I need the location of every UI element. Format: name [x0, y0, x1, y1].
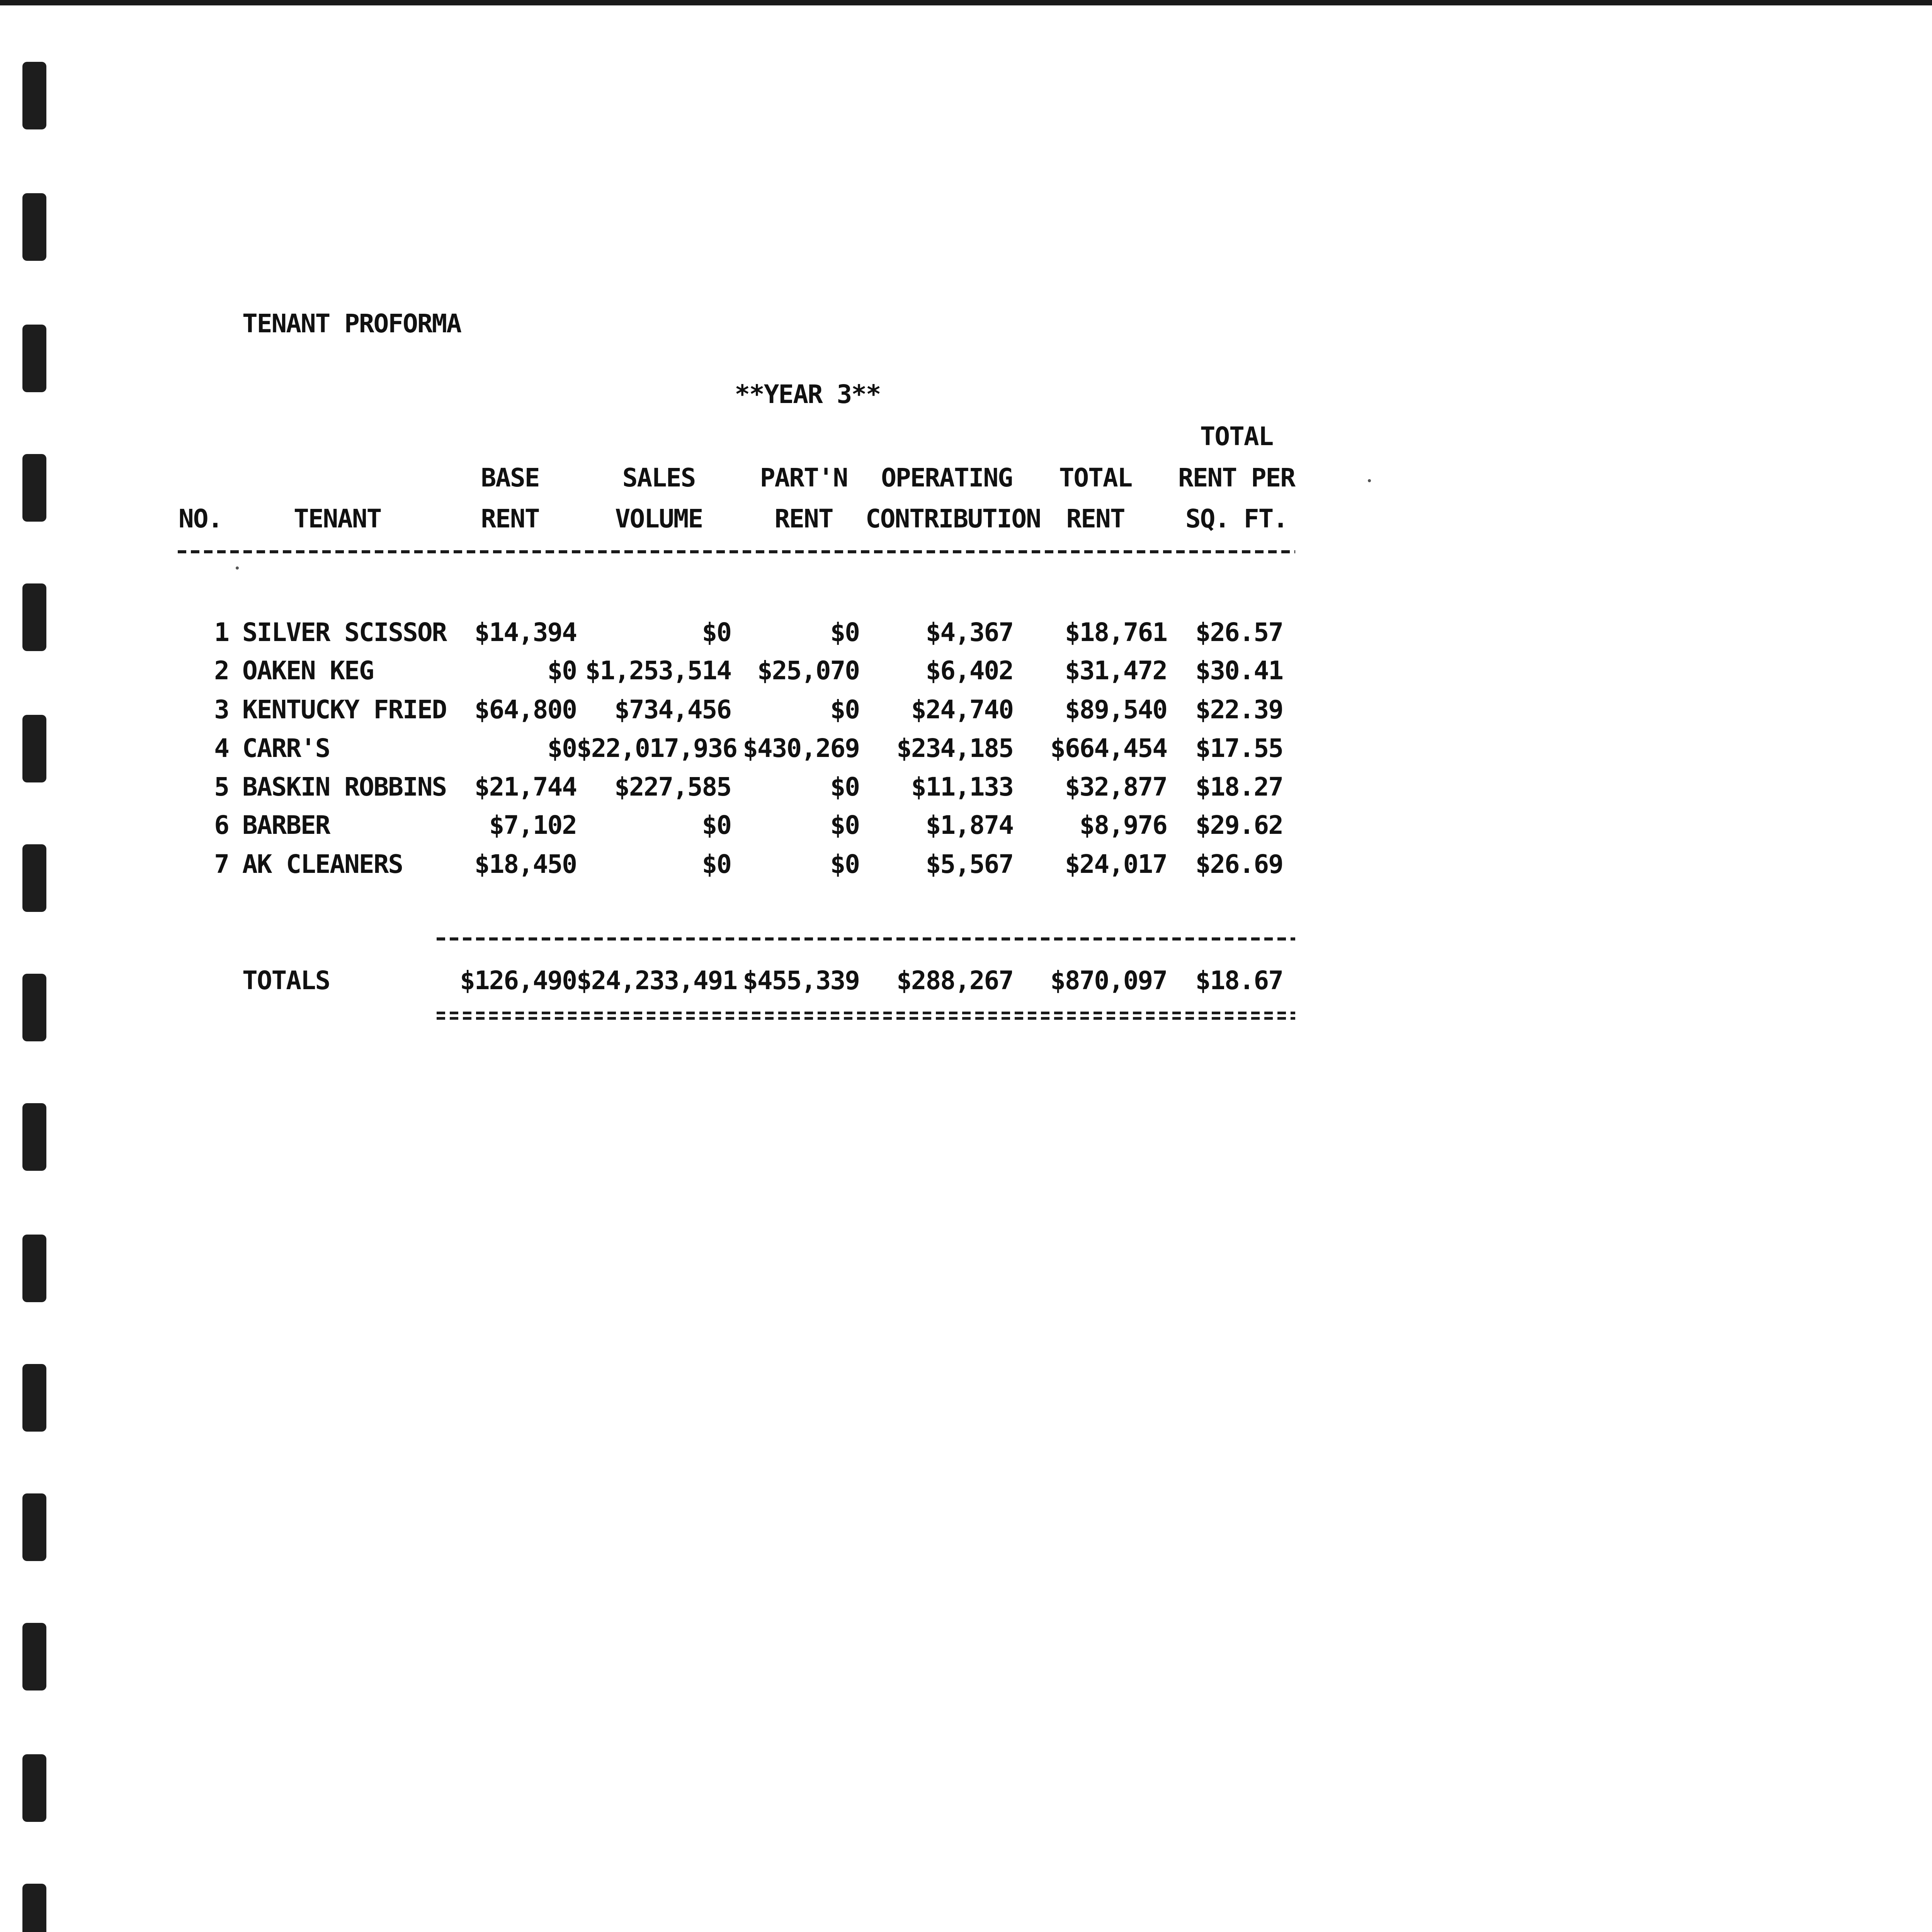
- row-operating-contribution: $24,740: [911, 695, 1013, 724]
- totals-sales-volume: $24,233,491: [577, 966, 737, 995]
- row-no: 5: [214, 772, 229, 802]
- header-base-rent-line1: BASE: [481, 463, 539, 493]
- punch-hole: [22, 1623, 46, 1690]
- row-tenant: OAKEN KEG: [242, 656, 374, 685]
- totals-label: TOTALS: [242, 966, 330, 995]
- binder-punch-holes: [0, 0, 54, 1932]
- header-tenant: TENANT: [294, 504, 381, 534]
- punch-hole: [22, 1364, 46, 1432]
- row-no: 6: [214, 810, 229, 840]
- punch-hole: [22, 1884, 46, 1932]
- row-base-rent: $7,102: [489, 810, 577, 840]
- header-sales-volume-line1: SALES: [622, 463, 696, 493]
- punch-hole: [22, 325, 46, 392]
- row-rent-per-sqft: $29.62: [1195, 810, 1283, 840]
- row-tenant: SILVER SCISSOR: [242, 617, 447, 647]
- row-operating-contribution: $11,133: [911, 772, 1013, 802]
- scan-speck: [236, 566, 239, 570]
- row-no: 1: [214, 617, 229, 647]
- row-rent-per-sqft: $18.27: [1195, 772, 1283, 802]
- row-no: 2: [214, 656, 229, 685]
- row-tenant: BARBER: [242, 810, 330, 840]
- row-operating-contribution: $234,185: [896, 733, 1013, 763]
- row-partn-rent: $0: [830, 810, 859, 840]
- row-partn-rent: $0: [830, 849, 859, 879]
- row-total-rent: $31,472: [1065, 656, 1167, 685]
- row-no: 3: [214, 695, 229, 724]
- punch-hole: [22, 844, 46, 912]
- row-partn-rent: $430,269: [743, 733, 859, 763]
- punch-hole: [22, 1103, 46, 1171]
- row-sales-volume: $0: [702, 617, 731, 647]
- row-total-rent: $24,017: [1065, 849, 1167, 879]
- punch-hole: [22, 715, 46, 782]
- row-total-rent: $89,540: [1065, 695, 1167, 724]
- punch-hole: [22, 1493, 46, 1561]
- row-rent-per-sqft: $26.57: [1195, 617, 1283, 647]
- row-rent-per-sqft: $22.39: [1195, 695, 1283, 724]
- row-sales-volume: $227,585: [614, 772, 731, 802]
- row-rent-per-sqft: $26.69: [1195, 849, 1283, 879]
- row-base-rent: $64,800: [474, 695, 577, 724]
- year-label: **YEAR 3**: [735, 379, 881, 409]
- row-sales-volume: $1,253,514: [585, 656, 731, 685]
- header-operating-contribution-line1: OPERATING: [881, 463, 1012, 493]
- row-partn-rent: $25,070: [757, 656, 859, 685]
- row-total-rent: $18,761: [1065, 617, 1167, 647]
- row-total-rent: $8,976: [1079, 810, 1167, 840]
- row-partn-rent: $0: [830, 695, 859, 724]
- row-partn-rent: $0: [830, 617, 859, 647]
- document-title: TENANT PROFORMA: [242, 309, 461, 338]
- row-operating-contribution: $4,367: [925, 617, 1013, 647]
- header-operating-contribution-line2: CONTRIBUTION: [866, 504, 1041, 534]
- punch-hole: [22, 62, 46, 129]
- header-sales-volume-line2: VOLUME: [615, 504, 703, 534]
- row-no: 4: [214, 733, 229, 763]
- header-rent-per-sqft-line2: RENT PER: [1178, 463, 1295, 493]
- row-tenant: BASKIN ROBBINS: [242, 772, 447, 802]
- punch-hole: [22, 454, 46, 522]
- punch-hole: [22, 974, 46, 1041]
- header-rent-per-sqft-line3: SQ. FT.: [1185, 504, 1288, 534]
- row-rent-per-sqft: $17.55: [1195, 733, 1283, 763]
- row-tenant: CARR'S: [242, 733, 330, 763]
- header-partn-rent-line1: PART'N: [760, 463, 848, 493]
- row-tenant: KENTUCKY FRIED: [242, 695, 447, 724]
- row-base-rent: $21,744: [474, 772, 577, 802]
- row-operating-contribution: $5,567: [925, 849, 1013, 879]
- row-base-rent: $0: [547, 656, 577, 685]
- totals-double-rule: [437, 1012, 1295, 1020]
- header-no: NO.: [179, 504, 223, 534]
- page-top-edge: [0, 0, 1932, 5]
- row-partn-rent: $0: [830, 772, 859, 802]
- row-base-rent: $14,394: [474, 617, 577, 647]
- punch-hole: [22, 1754, 46, 1822]
- totals-operating-contribution: $288,267: [896, 966, 1013, 995]
- totals-partn-rent: $455,339: [743, 966, 859, 995]
- punch-hole: [22, 583, 46, 651]
- row-tenant: AK CLEANERS: [242, 849, 403, 879]
- row-sales-volume: $734,456: [614, 695, 731, 724]
- totals-total-rent: $870,097: [1050, 966, 1167, 995]
- header-partn-rent-line2: RENT: [774, 504, 833, 534]
- row-rent-per-sqft: $30.41: [1195, 656, 1283, 685]
- row-operating-contribution: $1,874: [925, 810, 1013, 840]
- row-base-rent: $0: [547, 733, 577, 763]
- punch-hole: [22, 1235, 46, 1302]
- row-sales-volume: $0: [702, 810, 731, 840]
- totals-rent-per-sqft: $18.67: [1195, 966, 1283, 995]
- totals-base-rent: $126,490: [460, 966, 577, 995]
- row-base-rent: $18,450: [474, 849, 577, 879]
- row-no: 7: [214, 849, 229, 879]
- header-total-rent-line2: RENT: [1066, 504, 1125, 534]
- header-base-rent-line2: RENT: [481, 504, 539, 534]
- punch-hole: [22, 193, 46, 261]
- header-total-rent-line1: TOTAL: [1059, 463, 1132, 493]
- row-sales-volume: $0: [702, 849, 731, 879]
- header-rent-per-sqft-line1: TOTAL: [1200, 422, 1273, 451]
- row-total-rent: $664,454: [1050, 733, 1167, 763]
- header-rule: [178, 550, 1295, 553]
- subtotal-rule: [437, 937, 1295, 940]
- scan-speck: [1368, 479, 1371, 482]
- row-operating-contribution: $6,402: [925, 656, 1013, 685]
- row-total-rent: $32,877: [1065, 772, 1167, 802]
- row-sales-volume: $22,017,936: [577, 733, 737, 763]
